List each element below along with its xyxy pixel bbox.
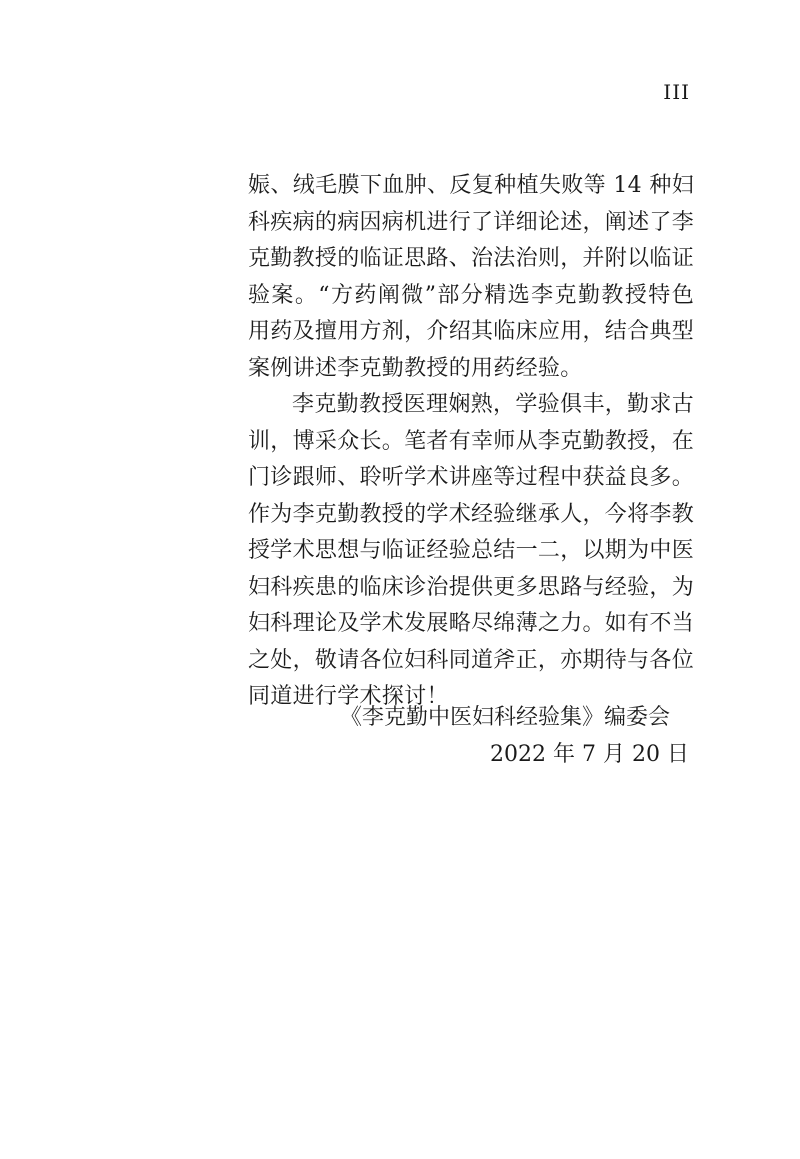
page-number: III: [663, 80, 690, 104]
paragraph-continuation: 娠、绒毛膜下血肿、反复种植失败等 14 种妇科疾病的病因病机进行了详细论述，阐述了李克勤教授的临证思路、治法治则，并附以临证验案。“方药阐微”部分精选李克勤教授特色用药及擅用方剂，介绍其临床应用，结合典型案例讲述李克勤教授的用药经验。: [248, 173, 695, 381]
paragraph-acknowledgement: 李克勤教授医理娴熟，学验俱丰，勤求古训，博采众长。笔者有幸师从李克勤教授，在门诊跟师、聆听学术讲座等过程中获益良多。作为李克勤教授的学术经验继承人，今将李教授学术思想与临证经验总结一二，以期为中医妇科疾患的临床诊治提供更多思路与经验，为妇科理论及学术发展略尽绵薄之力。如有不当之处，敬请各位妇科同道斧正，亦期待与各位同道进行学术探讨！: [248, 392, 695, 709]
signature-editorial-board: 《李克勤中医妇科经验集》编委会: [340, 705, 671, 730]
body-text: [248, 168, 694, 716]
signature-date: 2022 年 7 月 20 日: [490, 742, 689, 767]
